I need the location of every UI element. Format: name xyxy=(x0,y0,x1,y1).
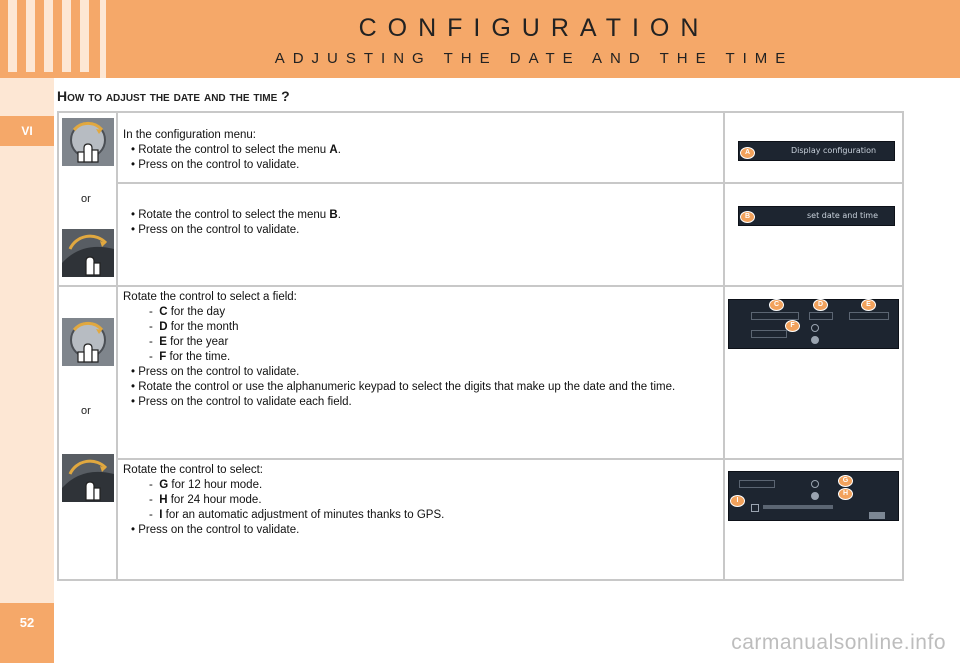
ok-button xyxy=(869,512,885,519)
row-divider xyxy=(59,285,902,287)
header-divider xyxy=(100,0,106,78)
bullet-text: Press on the control to validate. xyxy=(138,159,300,171)
row-1-intro: In the configuration menu: xyxy=(123,129,256,141)
callout-a: A xyxy=(740,147,755,159)
dash-text: for the year xyxy=(166,336,229,348)
callout-f: F xyxy=(785,320,800,332)
dash-item: - H for 24 hour mode. xyxy=(149,494,262,506)
dash-text: for 12 hour mode. xyxy=(168,479,263,491)
bullet-text: Rotate the control to select the menu xyxy=(138,144,330,156)
rotary-knob-press-icon xyxy=(62,318,114,366)
field-key: D xyxy=(159,321,168,333)
bullet: • Press on the control to validate. xyxy=(131,366,300,378)
menu-b-label: set date and time xyxy=(807,211,879,220)
bullet-text: Press on the control to validate each field. xyxy=(138,396,352,408)
row-2-text xyxy=(123,208,713,238)
option-key: I xyxy=(159,509,163,521)
bullet: • Rotate the control or use the alphanumeric keypad to select the digits that make up the date and the time. xyxy=(131,381,676,393)
watermark: carmanualsonline.info xyxy=(731,631,946,654)
radio-12h xyxy=(811,480,819,488)
day-field xyxy=(751,312,799,320)
dash-text: for the day xyxy=(167,306,226,318)
chapter-tab: VI xyxy=(0,116,54,146)
bullet: • Press on the control to validate each field. xyxy=(131,396,352,408)
callout-c: C xyxy=(769,299,784,311)
stripe xyxy=(26,0,35,72)
section-title: How to adjust the date and the time ? xyxy=(57,88,290,104)
row-3-text xyxy=(123,290,718,410)
bullet: • Rotate the control to select the menu B. xyxy=(131,209,341,221)
or-label: or xyxy=(81,193,91,205)
radio-24h xyxy=(811,336,819,344)
bullet-text: . xyxy=(337,209,341,221)
row-3-intro: Rotate the control to select a field: xyxy=(123,291,297,303)
steering-wheel-control-icon xyxy=(62,454,114,502)
page-number: 52 xyxy=(0,603,54,663)
rotary-knob-press-icon xyxy=(62,118,114,166)
menu-key: B xyxy=(329,209,338,221)
bullet: • Press on the control to validate. xyxy=(131,224,300,236)
menu-key: A xyxy=(329,144,338,156)
header-stripes xyxy=(8,0,89,72)
menu-screen-a xyxy=(738,141,895,161)
row-4-intro: Rotate the control to select: xyxy=(123,464,263,476)
dash-item: - I for an automatic adjustment of minutes thanks to GPS. xyxy=(149,509,445,521)
callout-i: I xyxy=(730,495,745,507)
gps-checkbox xyxy=(751,504,759,512)
dash-item: - C for the day xyxy=(149,306,226,318)
steering-wheel-control-icon xyxy=(62,229,114,277)
dash-item: - G for 12 hour mode. xyxy=(149,479,263,491)
radio-24h xyxy=(811,492,819,500)
bullet-text: Rotate the control or use the alphanumeric keypad to select the digits that make up the date and the time. xyxy=(138,381,676,393)
bullet-text: Rotate the control to select the menu xyxy=(138,209,330,221)
menu-screen-b xyxy=(738,206,895,226)
callout-e: E xyxy=(861,299,876,311)
page-subtitle: ADJUSTING THE DATE AND THE TIME xyxy=(274,50,794,67)
side-band xyxy=(0,78,54,663)
time-format-screen xyxy=(728,471,899,521)
radio-12h xyxy=(811,324,819,332)
bullet: • Rotate the control to select the menu A. xyxy=(131,144,341,156)
row-divider xyxy=(116,458,902,460)
dash-text: for the month xyxy=(167,321,239,333)
bullet-text: Press on the control to validate. xyxy=(138,224,300,236)
stripe xyxy=(80,0,89,72)
bullet: • Press on the control to validate. xyxy=(131,159,300,171)
page-title: CONFIGURATION xyxy=(358,14,710,42)
bullet-text: . xyxy=(337,144,341,156)
callout-d: D xyxy=(813,299,828,311)
dash-item: - D for the month xyxy=(149,321,239,333)
page-header xyxy=(0,0,960,78)
or-label: or xyxy=(81,405,91,417)
bullet-text: Press on the control to validate. xyxy=(138,524,300,536)
time-field xyxy=(751,330,787,338)
dash-text: for an automatic adjustment of minutes thanks to GPS. xyxy=(162,509,445,521)
field-key: E xyxy=(159,336,167,348)
gps-option-text xyxy=(763,505,833,509)
callout-b: B xyxy=(740,211,755,223)
time-field xyxy=(739,480,775,488)
field-key: C xyxy=(159,306,168,318)
dash-text: for 24 hour mode. xyxy=(167,494,262,506)
bullet-text: Press on the control to validate. xyxy=(138,366,300,378)
menu-a-label: Display configuration xyxy=(791,146,877,155)
stripe xyxy=(44,0,53,72)
callout-h: H xyxy=(838,488,853,500)
option-key: H xyxy=(159,494,168,506)
dash-item: - F for the time. xyxy=(149,351,231,363)
dash-item: - E for the year xyxy=(149,336,229,348)
option-key: G xyxy=(159,479,169,491)
callout-g: G xyxy=(838,475,853,487)
dash-text: for the time. xyxy=(166,351,231,363)
year-field xyxy=(849,312,889,320)
month-field xyxy=(809,312,833,320)
row-4-text xyxy=(123,463,718,538)
row-1-text xyxy=(123,128,713,173)
stripe xyxy=(8,0,17,72)
bullet: • Press on the control to validate. xyxy=(131,524,300,536)
field-key: F xyxy=(159,351,167,363)
stripe xyxy=(62,0,71,72)
instruction-table xyxy=(57,111,904,581)
row-divider xyxy=(116,182,902,184)
